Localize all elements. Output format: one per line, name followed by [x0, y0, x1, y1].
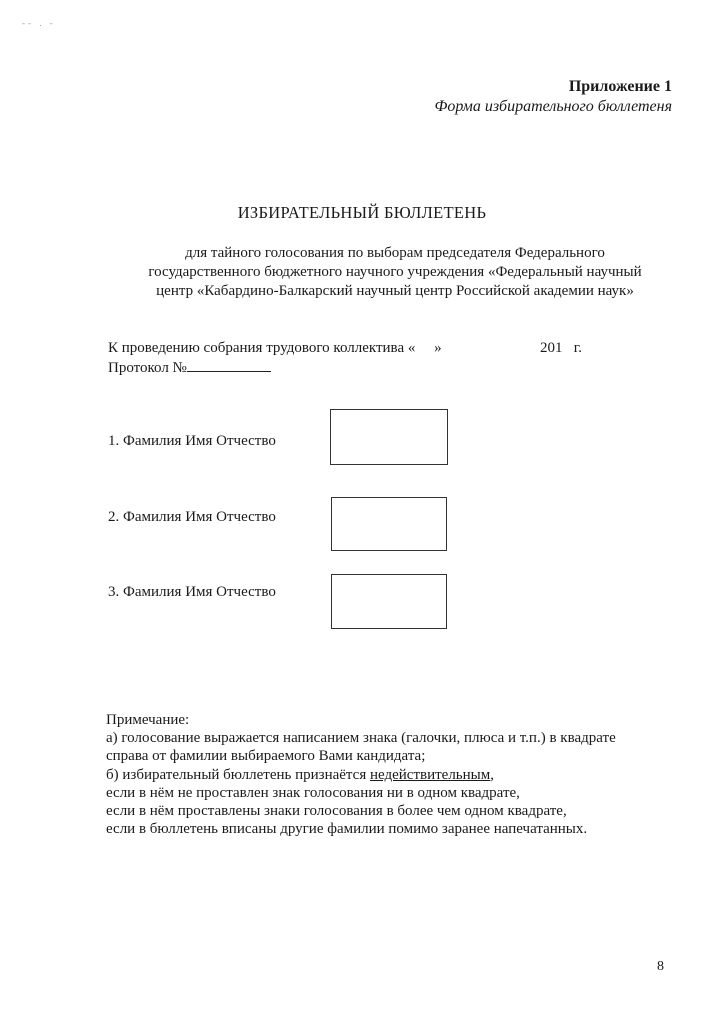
note-text: ,	[490, 766, 494, 783]
meeting-text: К проведению собрания трудового коллектива « »	[108, 340, 442, 356]
notes-heading: Примечание:	[106, 712, 190, 728]
subtitle-line: для тайного голосования по выборам председателя Федерального	[185, 245, 605, 261]
page-number: 8	[657, 959, 664, 974]
candidate-name: 2. Фамилия Имя Отчество	[108, 509, 276, 525]
protocol-label: Протокол №	[108, 360, 187, 376]
note-line	[106, 766, 706, 784]
meeting-line	[108, 340, 582, 357]
ballot-subtitle	[105, 244, 685, 301]
note-text: б) избирательный бюллетень признаётся	[106, 766, 370, 783]
scan-corner-mark: -- . -	[22, 18, 56, 28]
vote-checkbox-1[interactable]	[330, 409, 448, 465]
ballot-title: ИЗБИРАТЕЛЬНЫЙ БЮЛЛЕТЕНЬ	[237, 203, 487, 222]
subtitle-line: центр «Кабардино-Балкарский научный центр Российской академии наук»	[156, 283, 634, 299]
candidate-name: 3. Фамилия Имя Отчество	[108, 584, 276, 600]
vote-checkbox-3[interactable]	[331, 574, 447, 629]
invalid-word: недействительным	[369, 766, 491, 783]
note-line: если в нём проставлены знаки голосования в более чем одном квадрате,	[106, 803, 567, 820]
note-line: справа от фамилии выбираемого Вами кандидата;	[106, 748, 426, 765]
candidate-name: 1. Фамилия Имя Отчество	[108, 433, 276, 449]
vote-checkbox-2[interactable]	[331, 497, 447, 551]
protocol-number-blank[interactable]	[187, 357, 271, 372]
note-line: а) голосование выражается написанием знака (галочки, плюса и т.п.) в квадрате	[106, 730, 616, 747]
meeting-year: 201 г.	[540, 340, 582, 356]
form-name: Форма избирательного бюллетеня	[434, 98, 672, 115]
note-line: если в нём не проставлен знак голосования ни в одном квадрате,	[106, 784, 520, 801]
notes-section	[106, 711, 706, 838]
subtitle-line: государственного бюджетного научного учреждения «Федеральный научный	[148, 264, 642, 280]
appendix-label: Приложение 1	[568, 78, 672, 95]
protocol-line	[108, 357, 271, 377]
note-line: если в бюллетень вписаны другие фамилии помимо заранее напечатанных.	[106, 821, 588, 838]
